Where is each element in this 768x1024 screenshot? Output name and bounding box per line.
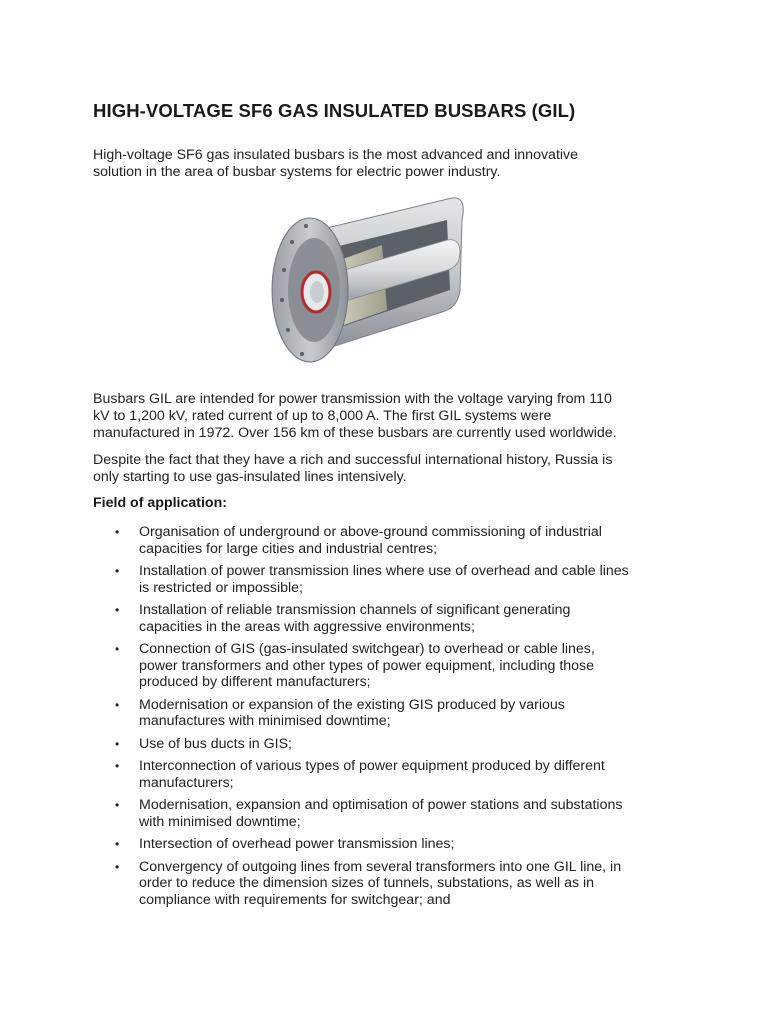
list-item-line: Modernisation, expansion and optimisation of power stations and substations [139, 797, 623, 813]
list-item-line: manufacturers; [139, 774, 234, 791]
list-item-line: with minimised downtime; [139, 813, 301, 830]
description-paragraph [93, 391, 683, 442]
list-item [93, 836, 693, 853]
bullet-icon: • [115, 759, 120, 773]
description-line: Busbars GIL are intended for power transmission with the voltage varying from 110 [93, 391, 612, 407]
list-item-line: Modernisation or expansion of the existing GIS produced by various [139, 696, 565, 713]
list-item-line: capacities in the areas with aggressive environments; [139, 618, 475, 635]
history-line: only starting to use gas-insulated lines intensively. [93, 469, 407, 485]
intro-paragraph [93, 147, 683, 181]
field-of-application-heading: Field of application: [93, 495, 227, 511]
list-item-line: order to reduce the dimension sizes of tunnels, substations, as well as in [139, 875, 595, 891]
bullet-icon: • [115, 697, 120, 712]
bullet-icon: • [115, 525, 120, 539]
history-line: Despite the fact that they have a rich and successful international history, Russia is [93, 452, 613, 468]
bullet-icon: • [115, 859, 120, 874]
list-item-line: Use of bus ducts in GIS; [139, 735, 292, 752]
list-item-line: Convergency of outgoing lines from several transformers into one GIL line, in [139, 858, 622, 875]
list-item-line: Installation of power transmission lines where use of overhead and cable lines [139, 563, 629, 579]
list-item [93, 563, 693, 596]
bullet-icon: • [115, 798, 120, 812]
list-item-line: is restricted or impossible; [139, 579, 303, 596]
list-item [93, 758, 693, 791]
bullet-icon: • [115, 603, 120, 617]
list-item-line: Organisation of underground or above-ground commissioning of industrial [139, 524, 602, 540]
list-item-line: manufactures with minimised downtime; [139, 713, 391, 729]
list-item-line: power transformers and other types of power equipment, including those [139, 657, 595, 674]
list-item-line: Interconnection of various types of power equipment produced by different [139, 758, 605, 774]
gil-busbar-illustration [262, 190, 502, 370]
list-item [93, 641, 693, 691]
application-list [93, 524, 693, 914]
list-item-line: capacities for large cities and industrial centres; [139, 540, 438, 557]
description-line: manufactured in 1972. Over 156 km of these busbars are currently used worldwide. [93, 425, 617, 441]
list-item [93, 736, 693, 753]
bullet-icon: • [115, 837, 120, 851]
intro-line: solution in the area of busbar systems for electric power industry. [93, 164, 501, 180]
list-item [93, 524, 693, 557]
list-item-line: Intersection of overhead power transmission lines; [139, 836, 455, 852]
page-title: HIGH-VOLTAGE SF6 GAS INSULATED BUSBARS (GIL) [93, 100, 576, 121]
bullet-icon: • [115, 564, 120, 578]
list-item [93, 859, 693, 909]
intro-line: High-voltage SF6 gas insulated busbars is the most advanced and innovative [93, 147, 579, 163]
history-paragraph [93, 452, 683, 486]
bullet-icon: • [115, 736, 120, 751]
description-line: kV to 1,200 kV, rated current of up to 8,000 A. The first GIL systems were [93, 408, 552, 424]
list-item [93, 697, 693, 730]
list-item-line: compliance with requirements for switchgear; and [139, 891, 451, 908]
busbar-cutaway-icon [262, 190, 502, 370]
list-item-line: produced by different manufacturers; [139, 674, 371, 690]
list-item-line: Connection of GIS (gas-insulated switchgear) to overhead or cable lines, [139, 641, 595, 657]
list-item-line: Installation of reliable transmission channels of significant generating [139, 602, 571, 618]
bullet-icon: • [115, 642, 120, 656]
list-item [93, 602, 693, 635]
list-item [93, 797, 693, 830]
